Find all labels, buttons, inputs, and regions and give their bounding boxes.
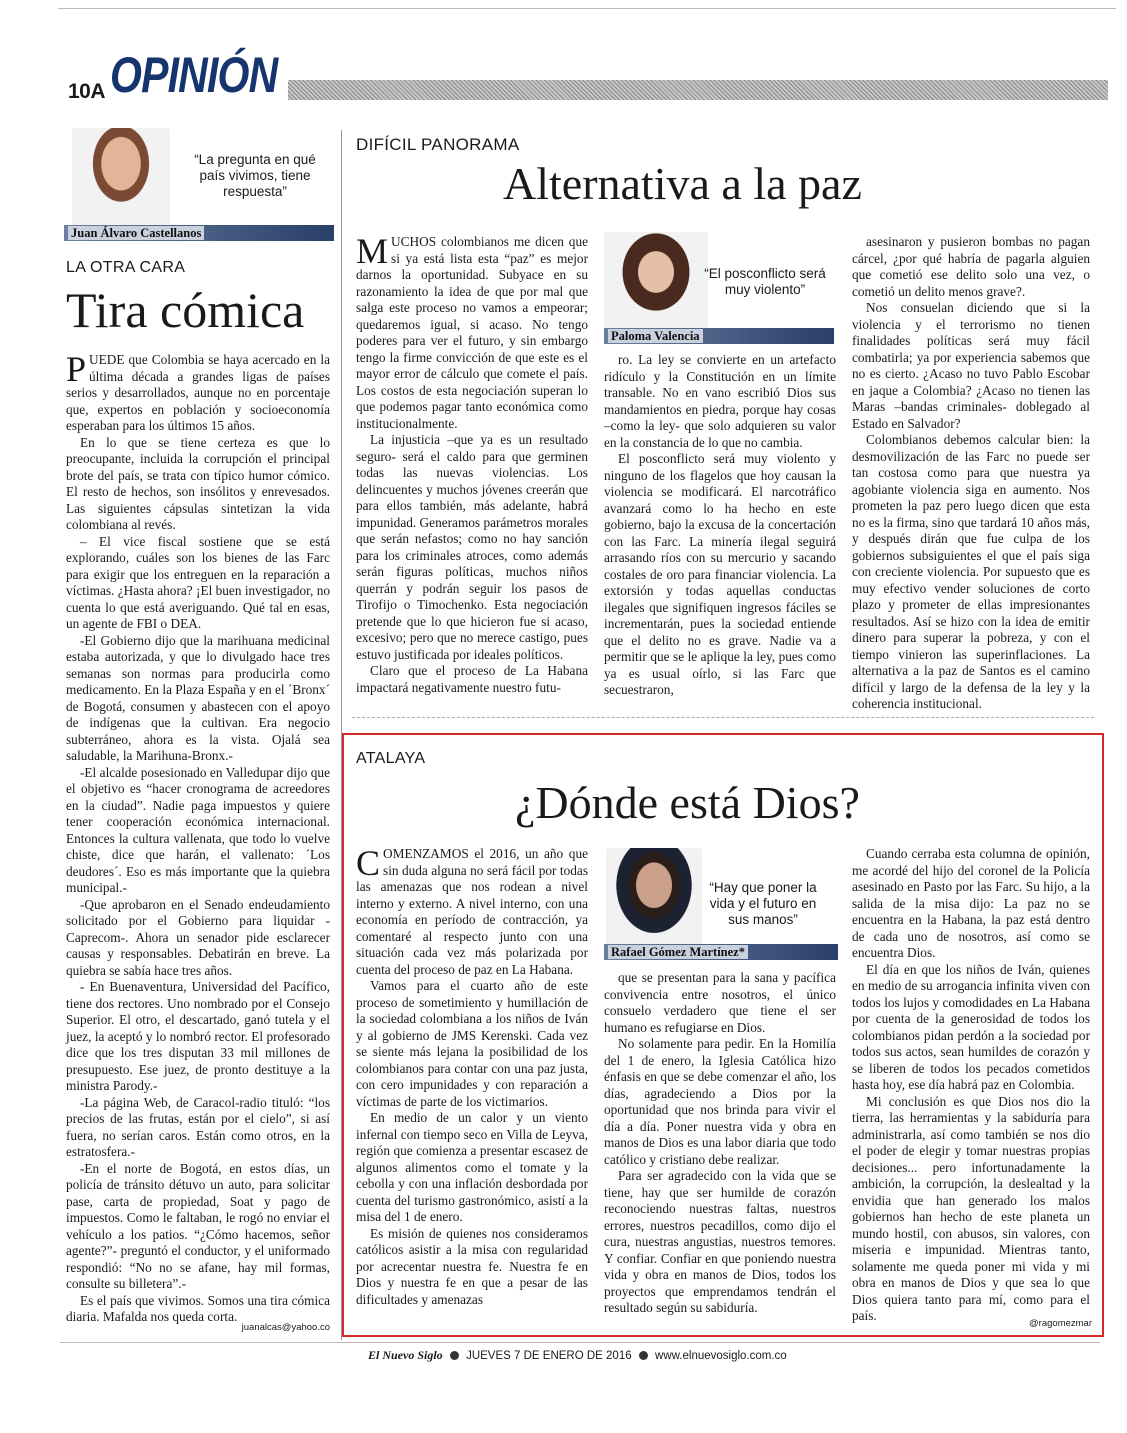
footer-paper: El Nuevo Siglo [368, 1348, 443, 1362]
paragraph: MUCHOS colombianos me dicen que si ya está lista esta “paz” es mejor darnos la oportunidad. Subyace en su razonamiento la idea de que por mal que salga este proceso no vamos a empeorar; quedaremos igual, si acaso. No tengo poderes para ver el futuro, y sin embargo tengo la firme convicción de que este es el mayor error de cálculo que comete el país. Los costos de esta negociación superan lo que podemos pagar tanto económica como institucionalmente. [356, 231, 588, 431]
left-headline: Tira cómica [66, 282, 305, 338]
article-divider [352, 717, 1094, 718]
paragraph: Para ser agradecido con la vida que se tiene, hay que ser humilde de corazón reconociendo nuestras faltas, nuestros errores, nuestros pecadillos, como dijo el cura, nuestras angustias, nuestros temores. Y confiar. Confiar en que poniendo nuestra vida y obra en manos de Dios, todos los proyectos que emprendamos tendrán el resultado según su sabiduría. [604, 1168, 836, 1315]
paragraph: La injusticia –que ya es un resultado seguro- será el caldo para que germinen todas las nuevas violencias. Los delincuentes y muchos jóvenes creerán que para ellos también, más adelante, habrá impunidad. Generamos parámetros morales que serán nefastos; como no hay sanción para los criminales atroces, como además serán figuras políticas, muchos niños querrán y podrán seguir los pasos de Tirofijo o Timochenko. Esta negociación pretende que lo que hicieron fue si acaso, excesivo; pero que no merece castigo, pues estuvo justificada por ideales políticos. [356, 432, 588, 662]
footer [368, 1348, 868, 1363]
paragraph: que se presentan para la sana y pacífica convivencia entre nosotros, el único consuelo verdadero que tiene el ser humano es refugiarse en Dios. [604, 970, 836, 1035]
section-title: OPINIÓN [110, 47, 278, 103]
paragraph: Cuando cerraba esta columna de opinión, me acordé del hijo del coronel de la Policía asesinado en Pasto por las Farc. Su hijo, a la salida de la misa dijo: La paz no se encuentra en la Habana, la paz está dentro de cada uno de nosotros, así como se encuentra Dios. [852, 846, 1090, 960]
bottom-headline: ¿Dónde está Dios? [515, 777, 860, 828]
paragraph: - En Buenaventura, Universidad del Pacífico, tiene dos rectores. Uno nombrado por el Consejo Superior. El otro, el descartado, ganó tutela y el juez, la aceptó y lo nombró rector. El profesorado dice que los tres disputan 33 mil millones de presupuesto. Ese juez, de pronto destituye a la ministra Parody.- [66, 979, 330, 1093]
author-photo-valencia [604, 232, 708, 332]
paragraph: -El Gobierno dijo que la marihuana medicinal estaba autorizada, y que lo divulgado hace tres semanas son normas para producirla como medicamento. En la Plaza España y en el ´Bronx´ de Bogotá, consumen y abastecen con el apoyo de indígenas que la cultivan. Era negocio subterráneo, ahora es la vista. Ojalá sea saludable, la Marihuna-Bronx.- [66, 632, 330, 763]
bottom-author-bar [604, 944, 838, 960]
left-article-body [66, 349, 330, 1324]
paragraph: Vamos para el cuarto año de este proceso de sometimiento y humillación de la sociedad colombiana a los niños de Iván y al gobierno de JMS Kerenski. Cada vez se siente más lejana la posibilidad de los colombianos para contar con una paz justa, con cero impunidades y con reparación a víctimas de parte de los victimarios. [356, 978, 588, 1109]
paragraph: Es el país que vivimos. Somos una tira cómica diaria. Mafalda nos queda corta. [66, 1292, 330, 1324]
paragraph: Claro que el proceso de La Habana impactará negativamente nuestro futu- [356, 663, 588, 695]
author-photo-gomez [606, 848, 702, 946]
paragraph: Nos consuelan diciendo que si la violencia y el terrorismo no tienen finalidades políticas será muy fácil combatirla; ya por experiencia sabemos que no es cierto. ¿Acaso no tuvo Pablo Escobar en jaque a Colombia? ¿Acaso no tienen las Maras –bandas criminales- doblegado al Estado en Salvador? [852, 300, 1090, 431]
paragraph: – El vice fiscal sostiene que se está explorando, cuáles son los bienes de las Farc para exigir que los entreguen en la reparación a víctimas. ¿Hasta ahora? ¡El buen investigador, no cuenta lo que está averiguando. Qué tal en esas, un agente de FBI o DEA. [66, 533, 330, 631]
bottom-kicker: ATALAYA [356, 750, 426, 767]
footer-dot-icon [639, 1351, 648, 1360]
bottom-handle: @ragomezmar [1029, 1318, 1092, 1329]
top-rule [58, 8, 1116, 9]
author-quote: “La pregunta en qué país vivimos, tiene respuesta” [194, 152, 316, 199]
author-name: Juan Álvaro Castellanos [68, 226, 204, 240]
paragraph: En medio de un calor y un viento infernal con tiempo seco en Villa de Leyva, región que comienza a presentar escasez de algunos alimentos como el tomate y la cebolla y con una inflación desbordada por cuenta del turismo gastronómico, asistí a la misa del 1 de enero. [356, 1110, 588, 1224]
drop-cap: C [356, 843, 381, 883]
footer-rule [60, 1342, 1100, 1343]
footer-website[interactable]: www.elnuevosiglo.com.co [655, 1350, 787, 1362]
header-hatched-bar [288, 80, 1108, 100]
paragraph: El día en que los niños de Iván, quienes en medio de su arrogancia infinita viven con todos los lujos y comodidades en La Habana por cuenta de la generosidad de todos los colombianos pidan perdón a la sociedad por todos sus actos, sean humildes de corazón y se liberen de todos los pecados cometidos hasta hoy, ese día habrá paz en Colombia. [852, 961, 1090, 1092]
bottom-article-col3 [852, 846, 1090, 1323]
paragraph: Colombianos debemos calcular bien: la desmovilización de las Farc no puede ser tan costosa como para que nuestra ya agobiante violencia siga en aumento. Nos prometen la paz pero luego dicen que esta no es la firma, sino que tardará 10 años más, y después dirán que fue culpa de los gobiernos subsiguientes el que el país siga con creciente violencia. Por supuesto que es muy efectivo vender soluciones de corto plazo y prometer de ellas impresionantes resultados. Así se hizo con la idea de emitir dinero para superar la pobreza, y con el tiempo vinieron las superinflaciones. La alternativa a la paz de Santos es el camino difícil y largo de la defensa de la ley y la coherencia institucional. [852, 432, 1090, 711]
drop-cap: M [356, 231, 389, 271]
author-photo-castellanos [72, 128, 170, 230]
bottom-author-name: Rafael Gómez Martínez* [608, 945, 748, 959]
paragraph: -El alcalde posesionado en Valledupar dijo que el objetivo es “hacer cronograma de acreedores en la ciudad”. Nadie paga impuestos y quiere tener cooperación económica internacional. Entonces la cultura vallenata, que todo lo vuelve chiste, dice que harán, el vallenato: ´Los deudores´. Eso es más importante que la quiebra municipal.- [66, 764, 330, 895]
top-author-name: Paloma Valencia [608, 329, 703, 343]
paragraph: No solamente para pedir. En la Homilía del 1 de enero, la Iglesia Católica hizo énfasis en que se debe comenzar el año, los días, agradeciendo a Dios por la oportunidad que nos brinda para vivir el día a día. Poner nuestra vida y obra en manos de Dios es una labor diaria que todo católico y cristiano debe realizar. [604, 1036, 836, 1167]
top-headline: Alternativa a la paz [503, 158, 862, 209]
footer-date: JUEVES 7 DE ENERO DE 2016 [466, 1350, 632, 1362]
paragraph: asesinaron y pusieron bombas no pagan cárcel, ¿por qué habría de pagarla alguien que cometió ese delito solo una vez, o cometió un delito menos grave?. [852, 234, 1090, 299]
drop-cap: P [66, 349, 87, 389]
left-email: juanalcas@yahoo.co [241, 1322, 330, 1333]
paragraph: -Que aprobaron en el Senado endeudamiento solicitado por el Gobierno para liquidar -Caprecom-. Ahora un senador pide esclarecer causas y responsables. Debatirán en breve. La quiebra se sabía hace tres años. [66, 896, 330, 978]
bottom-quote: “Hay que poner la vida y el futuro en sus manos” [709, 880, 817, 927]
top-author-bar [604, 328, 834, 344]
top-article-col2 [604, 352, 836, 704]
paragraph: El posconflicto será muy violento y ninguno de los flagelos que hoy causan la violencia se modificará. El narcotráfico avanzará como lo ha hecho en este gobierno, bajo la excusa de la concertación con las Farc. La minería ilegal seguirá arrasando ríos con su mercurio y sacando costales de oro para financiar violencia. La extorsión y todas aquellas conductas ilegales que signifiquen ingresos fáciles se incrementarán, pues la sociedad entiende que el delito no es grave. Nadie va a permitir que se le aplique la ley, pues como ya es usual oírlo, si las Farc que secuestraron, [604, 451, 836, 697]
page-number: 10A [68, 80, 106, 103]
paragraph: ro. La ley se convierte en un artefacto ridículo y la Constitución en un límite transable. No en vano escribió Dios sus mandamientos en piedra, porque hay cosas –como la ley- que solo adquieren su valor en la constancia de lo que no cambia. [604, 352, 836, 450]
paragraph: PUEDE que Colombia se haya acercado en la última década a grandes ligas de países serios y desarrollados, aunque no en porcentaje que, expertos en población y socioeconomía esperaban para los últimos 15 años. [66, 349, 330, 433]
top-article-col3 [852, 234, 1090, 711]
paragraph: -La página Web, de Caracol-radio tituló: “los precios de las frutas, están por el cielo”, si así fuera, no serían caros. Están como otros, en la estratosfera.- [66, 1094, 330, 1159]
left-kicker: LA OTRA CARA [66, 259, 186, 276]
author-name-bar [64, 225, 334, 241]
bottom-article-col1 [356, 843, 588, 1328]
paragraph: COMENZAMOS el 2016, un año que sin duda alguna no será fácil por todas las amenazas que nos rodean a nivel interno y externo. A nivel interno, con una economía en período de contracción, ya comentaré al respecto junto con una situación cada vez más polarizada por cuenta del proceso de paz en La Habana. [356, 843, 588, 977]
top-kicker: DIFÍCIL PANORAMA [356, 135, 520, 154]
top-quote: “El posconflicto será muy violento” [704, 266, 826, 297]
footer-dot-icon [450, 1351, 459, 1360]
paragraph: -En el norte de Bogotá, en estos días, un policía de tránsito détuvo un auto, para solicitar pase, carta de propiedad, Soat y pago de impuestos. Como le faltaban, le rogó no enviar el vehículo a los patios. “¿Cómo hacemos, señor agente?”- preguntó el conductor, y el uniformado respondió: “No no se afane, hay mil formas, consulte su billetera”.- [66, 1160, 330, 1291]
paragraph: Es misión de quienes nos consideramos católicos asistir a la misa con regularidad por acrecentar nuestra fe. Nuestra fe en Dios y nuestra fe en que a pesar de las dificultades y amenazas [356, 1225, 588, 1307]
top-article-col1 [356, 231, 588, 704]
bottom-article-col2 [604, 970, 836, 1328]
paragraph: Mi conclusión es que Dios nos dio la tierra, las herramientas y la sabiduría para administrarla, así como también se nos dio el poder de elegir y tomar nuestras propias decisiones... pero infortunadamente la ambición, la corrupción, la deslealtad y la envidia que han generado los malos gobiernos han hecho de este planeta un mundo hostil, con abusos, sin valores, con miseria e impunidad. Mientras tanto, solamente me queda poner mi vida y mi obra en manos de Dios y que sea lo que Dios quiera tanto para mí, como para el país. [852, 1093, 1090, 1323]
paragraph: En lo que se tiene certeza es que lo preocupante, incluida la corrupción el principal brote del país, se trata con típico humor cómico. El resto de hechos, son insólitos y enrevesados. Las siguientes cápsulas sintetizan la vida colombiana al revés. [66, 434, 330, 532]
